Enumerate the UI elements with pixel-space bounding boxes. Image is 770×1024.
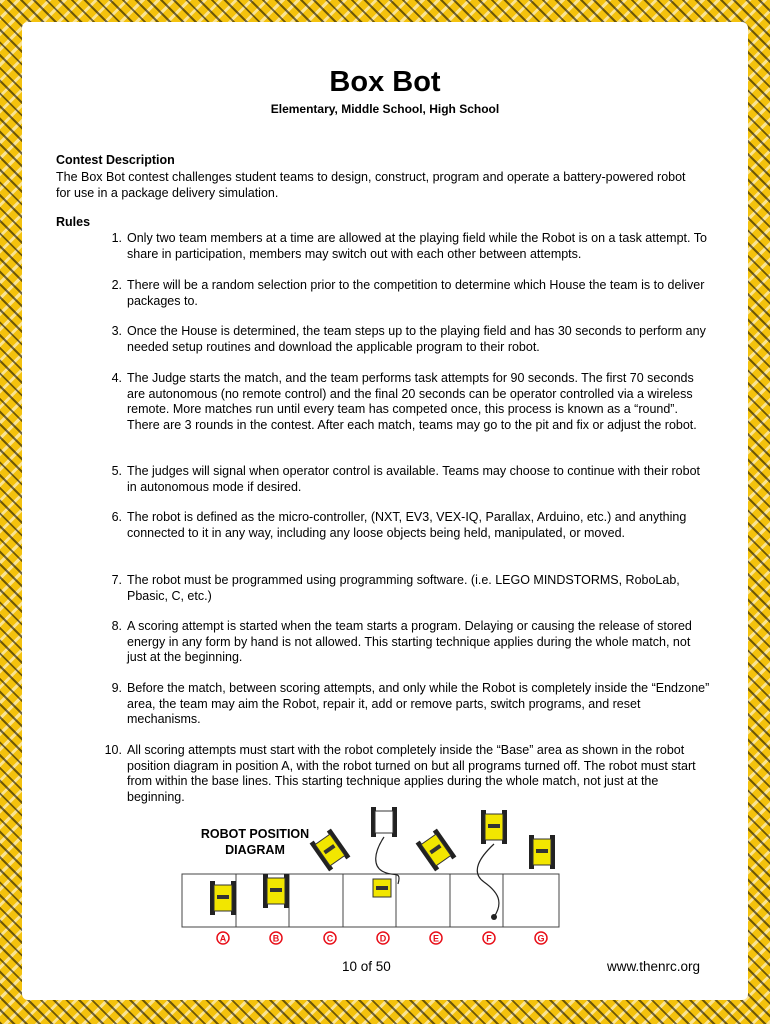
rule-number: 9. xyxy=(111,681,122,695)
footer-url: www.thenrc.org xyxy=(607,959,701,974)
position-label-b: B xyxy=(272,933,280,944)
rule-number: 5. xyxy=(111,464,122,478)
robot-position-diagram xyxy=(22,22,748,1000)
rule-number: 4. xyxy=(111,371,122,385)
rule-text: Before the match, between scoring attempts, and only while the Robot is completely inside the “Endzone” area, the team may aim the Robot, repair it, add or remove parts, switch programs, and reset mechanisms. xyxy=(127,681,710,726)
rules-heading: Rules xyxy=(56,215,91,229)
rule-text: Only two team members at a time are allowed at the playing field while the Robot is on a task attempt. To share in participation, members may switch out with each other between attempts. xyxy=(127,231,707,261)
position-label-c: C xyxy=(326,933,334,944)
rule-text: All scoring attempts must start with the robot completely inside the “Base” area as shown in the robot position diagram in position A, with the robot turned on but all programs turned off. The robot must start from within the base lines. This starting technique applies during the whole match, not just at the beginning. xyxy=(127,743,696,804)
page-title: Box Bot xyxy=(329,66,441,98)
contest-description-heading: Contest Description xyxy=(56,153,175,167)
position-label-a: A xyxy=(219,933,227,944)
position-label-e: E xyxy=(432,933,440,944)
page-number: 10 of 50 xyxy=(342,959,391,974)
position-labels xyxy=(217,932,547,944)
rule-text: The robot must be programmed using programming software. (i.e. LEGO MINDSTORMS, RoboLab, Pbasic, C, etc.) xyxy=(127,573,680,603)
robot-icon xyxy=(263,874,289,908)
position-label-d: D xyxy=(379,933,387,944)
rule-text: The judges will signal when operator control is available. Teams may choose to continue with their robot in autonomous mode if desired. xyxy=(127,464,700,494)
document-page xyxy=(22,22,748,1000)
diagram-title: ROBOT POSITION DIAGRAM xyxy=(200,827,310,857)
robot-icon xyxy=(416,829,457,872)
rule-text: A scoring attempt is started when the team starts a program. Delaying or causing the release of stored energy in any form by hand is not allowed. This starting technique applies during the whole match, not just at the beginning. xyxy=(127,619,692,664)
rule-number: 2. xyxy=(111,278,122,292)
rule-number: 10. xyxy=(104,743,122,757)
robot-icon xyxy=(529,835,555,869)
robot-icon xyxy=(481,810,507,844)
rule-number: 8. xyxy=(111,619,122,633)
position-grid xyxy=(182,874,559,927)
rule-number: 7. xyxy=(111,573,122,587)
robot-icon xyxy=(210,881,236,915)
rule-text: The Judge starts the match, and the team performs task attempts for 90 seconds. The first 70 seconds are autonomous (no remote control) and the final 20 seconds can be operator controlled via a wireless remote. More matches run until every team has competed once, this process is known as a “round”. There are 3 rounds in the contest. After each match, teams may go to the pit and fix or adjust the robot. xyxy=(127,371,697,432)
page-subtitle: Elementary, Middle School, High School xyxy=(270,102,500,116)
rule-text: There will be a random selection prior to the competition to determine which House the team is to deliver packages to. xyxy=(127,278,705,308)
robot-icon xyxy=(310,829,351,872)
rule-text: The robot is defined as the micro-controller, (NXT, EV3, VEX-IQ, Parallax, Arduino, etc.) and anything connected to it in any way, including any loose objects being held, manipulated, or moved. xyxy=(127,510,687,540)
path-end-marker xyxy=(491,914,497,920)
rule-number: 1. xyxy=(111,231,122,245)
rule-text: Once the House is determined, the team steps up to the playing field and has 30 seconds to perform any needed setup routines and download the applicable program to their robot. xyxy=(127,324,706,354)
robot-icon xyxy=(371,807,397,837)
rule-number: 6. xyxy=(111,510,122,524)
robot-icon xyxy=(373,879,391,897)
rule-number: 3. xyxy=(111,324,122,338)
contest-description-text: The Box Bot contest challenges student teams to design, construct, program and operate a battery-powered robot for use in a package delivery simulation. xyxy=(56,170,686,200)
position-label-g: G xyxy=(537,933,545,944)
position-label-f: F xyxy=(486,933,492,944)
